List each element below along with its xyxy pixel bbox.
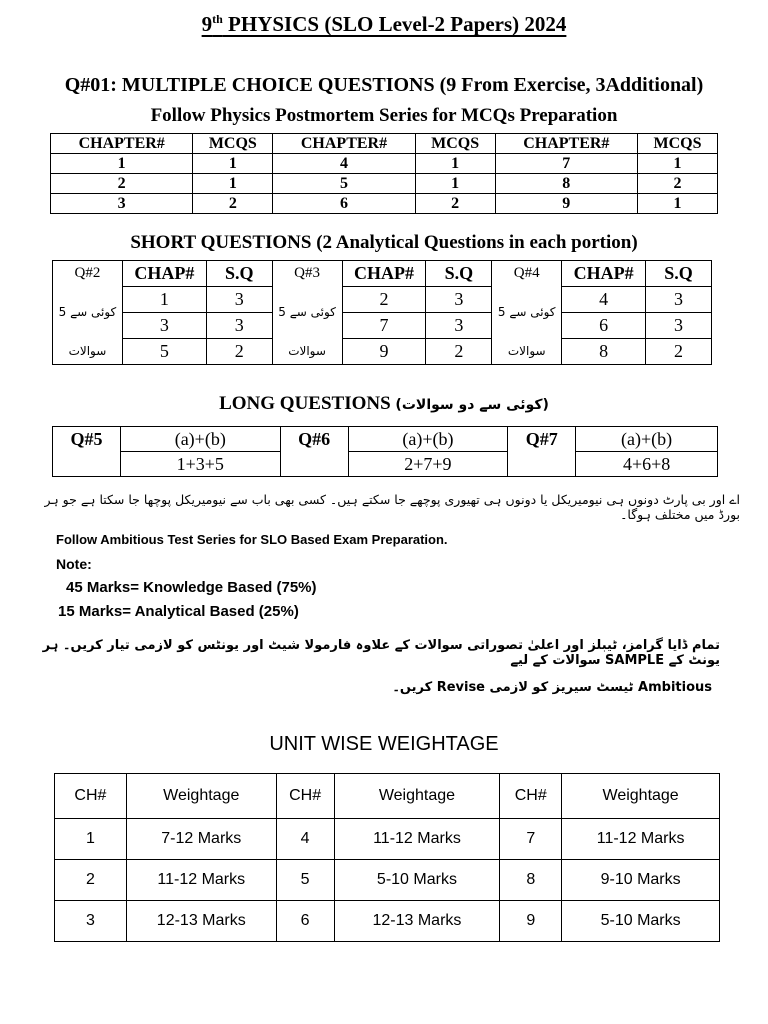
header-cell: S.Q [426, 261, 492, 287]
table-row [53, 287, 712, 313]
urdu-note: اے اور بی پارٹ دونوں ہی نیومیریکل یا دونوں ہی تھیوری پوچھے جا سکتے ہیں۔ کسی بھی باب سے نیومیریکل پوچھا جا سکتا ہے جو ہر بورڈ میں مختلف ہوگا۔ [44, 492, 740, 522]
table-row [53, 452, 718, 477]
table-header-row [55, 774, 720, 819]
note-label: Note: [56, 556, 92, 572]
mcq-subheading: Follow Physics Postmortem Series for MCQs Preparation [150, 105, 618, 126]
urdu-instruction: Ambitious ٹیسٹ سیریز کو لازمی Revise کریں۔ [392, 680, 712, 695]
table-cell: 3 [426, 287, 492, 313]
header-cell: Weightage [562, 774, 720, 819]
header-cell: S.Q [206, 261, 272, 287]
table-cell: 12-13 Marks [334, 901, 500, 942]
header-cell: CHAPTER# [495, 134, 637, 154]
unit-weightage-heading: UNIT WISE WEIGHTAGE [269, 733, 499, 755]
table-cell: (a)+(b) [576, 427, 718, 452]
table-row [51, 174, 718, 194]
table-cell: 2 [193, 194, 273, 214]
long-questions-table [52, 426, 718, 477]
header-cell: CHAP# [562, 261, 646, 287]
table-cell: 11-12 Marks [562, 819, 720, 860]
header-cell: MCQS [415, 134, 495, 154]
table-cell: 9 [500, 901, 562, 942]
marks-analytical: 15 Marks= Analytical Based (25%) [58, 603, 299, 620]
header-cell: CH# [55, 774, 127, 819]
table-cell: 5 [273, 174, 415, 194]
header-cell: CH# [500, 774, 562, 819]
table-cell: 1 [122, 287, 206, 313]
table-cell: 5 [276, 860, 334, 901]
table-cell: 3 [122, 313, 206, 339]
mcq-heading: Q#01: MULTIPLE CHOICE QUESTIONS (9 From Exercise, 3Additional) [64, 74, 704, 96]
question-label: Q#2 [53, 261, 123, 287]
table-row [53, 313, 712, 339]
table-cell: 1 [415, 154, 495, 174]
table-cell: 7-12 Marks [126, 819, 276, 860]
table-cell: 2 [342, 287, 426, 313]
table-cell: 3 [206, 287, 272, 313]
table-cell: 7 [495, 154, 637, 174]
follow-note: Follow Ambitious Test Series for SLO Based Exam Preparation. [56, 532, 448, 547]
header-cell: Weightage [334, 774, 500, 819]
urdu-label: سوالات [53, 339, 123, 365]
table-cell: 5-10 Marks [334, 860, 500, 901]
table-row [53, 261, 712, 287]
urdu-label: سوالات [272, 339, 342, 365]
table-row [51, 194, 718, 214]
urdu-label: کوئی سے 5 [272, 287, 342, 339]
header-cell: MCQS [193, 134, 273, 154]
table-cell: 12-13 Marks [126, 901, 276, 942]
table-cell: 1+3+5 [120, 452, 280, 477]
table-cell: 4 [276, 819, 334, 860]
unit-weightage-table [54, 773, 720, 942]
table-cell: 3 [55, 901, 127, 942]
header-cell: CHAPTER# [273, 134, 415, 154]
table-cell: 9 [495, 194, 637, 214]
table-row [53, 339, 712, 365]
table-row [55, 860, 720, 901]
table-cell: 7 [342, 313, 426, 339]
table-cell: 3 [206, 313, 272, 339]
urdu-label: کوئی سے 5 [53, 287, 123, 339]
table-cell: 3 [51, 194, 193, 214]
header-cell: CHAPTER# [51, 134, 193, 154]
table-cell: 1 [55, 819, 127, 860]
question-label: Q#4 [492, 261, 562, 287]
table-cell: 9 [342, 339, 426, 365]
table-cell: 6 [562, 313, 646, 339]
table-cell: 1 [193, 154, 273, 174]
page-title: 9th PHYSICS (SLO Level-2 Papers) 2024 [201, 12, 567, 36]
table-cell: 2 [55, 860, 127, 901]
urdu-label: سوالات [492, 339, 562, 365]
table-cell: 5-10 Marks [562, 901, 720, 942]
short-questions-table [52, 260, 712, 365]
table-cell: 7 [500, 819, 562, 860]
urdu-instruction: تمام ڈایا گرامز، ٹیبلز اور اعلیٰ تصوراتی سوالات کے علاوہ فارمولا شیٹ اور یونٹس کو لازمی تیار کریں۔ ہر یونٹ کے SAMPLE سوالات کے لیے [42, 638, 720, 668]
question-label: Q#3 [272, 261, 342, 287]
question-label: Q#6 [280, 427, 348, 477]
table-cell: 9-10 Marks [562, 860, 720, 901]
table-cell: 5 [122, 339, 206, 365]
table-cell: 2+7+9 [348, 452, 508, 477]
urdu-label: کوئی سے 5 [492, 287, 562, 339]
table-cell: 1 [415, 174, 495, 194]
header-cell: CH# [276, 774, 334, 819]
table-cell: 8 [500, 860, 562, 901]
table-cell: 2 [415, 194, 495, 214]
table-cell: 2 [206, 339, 272, 365]
table-cell: 8 [495, 174, 637, 194]
table-cell: 3 [646, 287, 712, 313]
table-cell: 3 [646, 313, 712, 339]
table-cell: 2 [646, 339, 712, 365]
table-cell: 1 [193, 174, 273, 194]
table-cell: 6 [273, 194, 415, 214]
short-questions-heading: SHORT QUESTIONS (2 Analytical Questions in each portion) [130, 232, 638, 253]
question-label: Q#7 [508, 427, 576, 477]
header-cell: Weightage [126, 774, 276, 819]
table-row [55, 819, 720, 860]
table-cell: 11-12 Marks [126, 860, 276, 901]
table-cell: 8 [562, 339, 646, 365]
table-cell: 1 [637, 194, 717, 214]
table-cell: 4 [273, 154, 415, 174]
header-cell: CHAP# [342, 261, 426, 287]
mcq-table [50, 133, 718, 214]
table-cell: 2 [51, 174, 193, 194]
long-questions-heading: LONG QUESTIONS (کوئی سے دو سوالات) [219, 393, 549, 414]
header-cell: S.Q [646, 261, 712, 287]
table-cell: 3 [426, 313, 492, 339]
table-cell: 4 [562, 287, 646, 313]
table-row [53, 427, 718, 452]
header-cell: MCQS [637, 134, 717, 154]
table-cell: (a)+(b) [348, 427, 508, 452]
table-cell: 2 [426, 339, 492, 365]
table-cell: 1 [637, 154, 717, 174]
table-cell: (a)+(b) [120, 427, 280, 452]
marks-knowledge: 45 Marks= Knowledge Based (75%) [66, 579, 317, 596]
table-header-row [51, 134, 718, 154]
table-cell: 4+6+8 [576, 452, 718, 477]
question-label: Q#5 [53, 427, 121, 477]
table-row [51, 154, 718, 174]
table-cell: 1 [51, 154, 193, 174]
table-row [55, 901, 720, 942]
table-cell: 6 [276, 901, 334, 942]
header-cell: CHAP# [122, 261, 206, 287]
table-cell: 2 [637, 174, 717, 194]
table-cell: 11-12 Marks [334, 819, 500, 860]
